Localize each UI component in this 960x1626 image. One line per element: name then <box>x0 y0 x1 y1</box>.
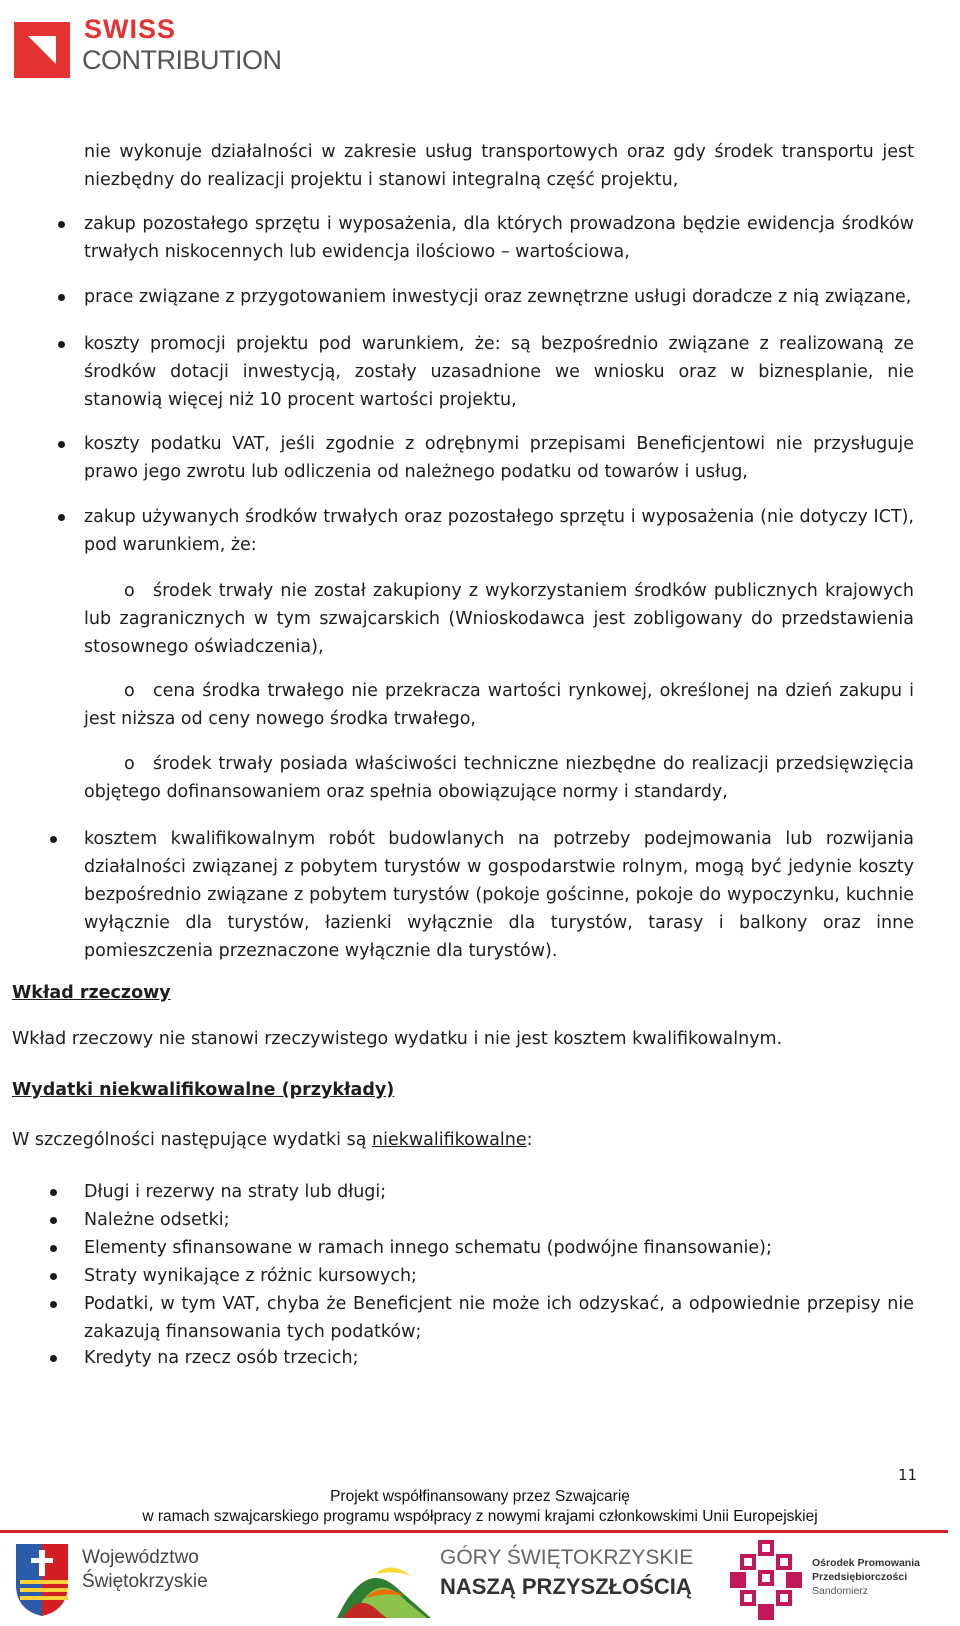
eligible-item: prace związane z przygotowaniem inwestycji oraz zewnętrzne usługi doradcze z nią związane, <box>84 287 912 307</box>
mountains-logo-line1: GÓRY ŚWIĘTOKRZYSKIE <box>440 1546 694 1569</box>
sub-bullet-marker: o <box>124 581 135 601</box>
voivodeship-crest-icon <box>12 1540 72 1618</box>
bullet-icon <box>58 294 65 301</box>
eligible-item: zakup używanych środków trwałych oraz pozostałego sprzętu i wyposażenia (nie dotyczy ICT), pod warunkiem, że: <box>84 507 914 555</box>
voivodeship-logo-line1: Województwo <box>82 1547 199 1568</box>
bullet-icon <box>50 1189 57 1196</box>
section-heading-ineligible: Wydatki niekwalifikowalne (przykłady) <box>12 1080 395 1100</box>
ineligible-item: Długi i rezerwy na straty lub długi; <box>84 1182 387 1202</box>
ineligible-intro-underlined: niekwalifikowalne <box>372 1130 527 1150</box>
bullet-icon <box>58 514 65 521</box>
logo-text-swiss: SWISS <box>84 14 177 44</box>
eligible-item: koszty promocji projektu pod warunkiem, że: są bezpośrednio związane z realizowaną ze środków dotacji inwestycją, zostały uzasadnione we wniosku oraz w biznesplanie, nie stanowią więcej niż 10 procent wartości projektu, <box>84 334 914 410</box>
ineligible-intro-suffix: : <box>526 1130 533 1150</box>
sub-item: środek trwały posiada właściwości techniczne niezbędne do realizacji przedsięwzięcia objętego dofinansowaniem oraz spełnia obowiązujące normy i standardy, <box>84 754 914 802</box>
ineligible-item: Podatki, w tym VAT, chyba że Beneficjent nie może ich odzyskać, a odpowiednie przepisy nie zakazują finansowania tych podatków; <box>84 1294 914 1342</box>
ineligible-item: Kredyty na rzecz osób trzecich; <box>84 1348 359 1368</box>
ineligible-intro-prefix: W szczególności następujące wydatki są <box>12 1130 373 1150</box>
bullet-icon <box>58 221 65 228</box>
sub-item: środek trwały nie został zakupiony z wykorzystaniem środków publicznych krajowych lub zagranicznych w tym szwajcarskich (Wnioskodawca jest zobligowany do przedstawienia stosownego oświadczenia), <box>84 581 914 657</box>
footer-divider <box>0 1530 948 1533</box>
bullet-icon <box>50 1245 57 1252</box>
bullet-icon <box>50 836 57 843</box>
opp-logo-icon <box>730 1540 802 1620</box>
page-number: 11 <box>898 1466 918 1484</box>
swiss-contribution-logo-icon <box>14 22 70 78</box>
ineligible-item: Należne odsetki; <box>84 1210 230 1230</box>
mountains-logo-icon <box>335 1538 433 1622</box>
ineligible-intro <box>12 1126 932 1154</box>
ineligible-item: Straty wynikające z różnic kursowych; <box>84 1266 417 1286</box>
opp-logo-text <box>812 1556 920 1598</box>
ineligible-item: Elementy sfinansowane w ramach innego schematu (podwójne finansowanie); <box>84 1238 772 1258</box>
opp-logo-line2: Przedsiębiorczości <box>812 1571 908 1583</box>
bullet-icon <box>58 341 65 348</box>
sub-item: cena środka trwałego nie przekracza wartości rynkowej, określonej na dzień zakupu i jest niższa od ceny nowego środka trwałego, <box>84 681 914 729</box>
eligible-item: koszty podatku VAT, jeśli zgodnie z odrębnymi przepisami Beneficjentowi nie przysługuje prawo jego zwrotu lub odliczenia od należnego podatku od towarów i usług, <box>84 434 914 482</box>
logo-text-contribution: CONTRIBUTION <box>82 45 282 75</box>
construction-item: kosztem kwalifikowalnym robót budowlanych na potrzeby podejmowania lub rozwijania działalności związanej z pobytem turystów w gospodarstwie rolnym, mogą być jedynie koszty bezpośrednio związane z pobytem turystów (pokoje gościnne, pokoje do wypoczynku, kuchnie wyłącznie dla turystów, łazienki wyłącznie dla turystów, tarasy i balkony oraz inne pomieszczenia przeznaczone wyłącznie dla turystów). <box>84 829 914 961</box>
bullet-icon <box>50 1301 57 1308</box>
intro-continuation-paragraph: nie wykonuje działalności w zakresie usług transportowych oraz gdy środek transportu jest niezbędny do realizacji projektu i stanowi integralną część projektu, <box>84 142 914 190</box>
footer-cofinancing-line: Projekt współfinansowany przez Szwajcarię <box>330 1488 630 1505</box>
in-kind-paragraph: Wkład rzeczowy nie stanowi rzeczywistego wydatku i nie jest kosztem kwalifikowalnym. <box>12 1029 783 1049</box>
sub-bullet-marker: o <box>124 681 135 701</box>
voivodeship-logo-line2: Świętokrzyskie <box>82 1571 208 1592</box>
bullet-icon <box>50 1273 57 1280</box>
mountains-logo-line2: NASZĄ PRZYSZŁOŚCIĄ <box>440 1574 692 1599</box>
bullet-icon <box>50 1355 57 1362</box>
opp-logo-line1: Ośrodek Promowania <box>812 1557 920 1569</box>
footer-program-line: w ramach szwajcarskiego programu współpracy z nowymi krajami członkowskimi Unii Europejskiej <box>142 1508 818 1525</box>
bullet-icon <box>50 1217 57 1224</box>
eligible-item: zakup pozostałego sprzętu i wyposażenia, dla których prowadzona będzie ewidencja środków trwałych niskocennych lub ewidencja ilościowo – wartościowa, <box>84 214 914 262</box>
voivodeship-logo-text <box>82 1546 208 1594</box>
sub-bullet-marker: o <box>124 754 135 774</box>
bullet-icon <box>58 441 65 448</box>
opp-logo-line3: Sandomierz <box>812 1585 869 1597</box>
section-heading-in-kind: Wkład rzeczowy <box>12 983 171 1003</box>
